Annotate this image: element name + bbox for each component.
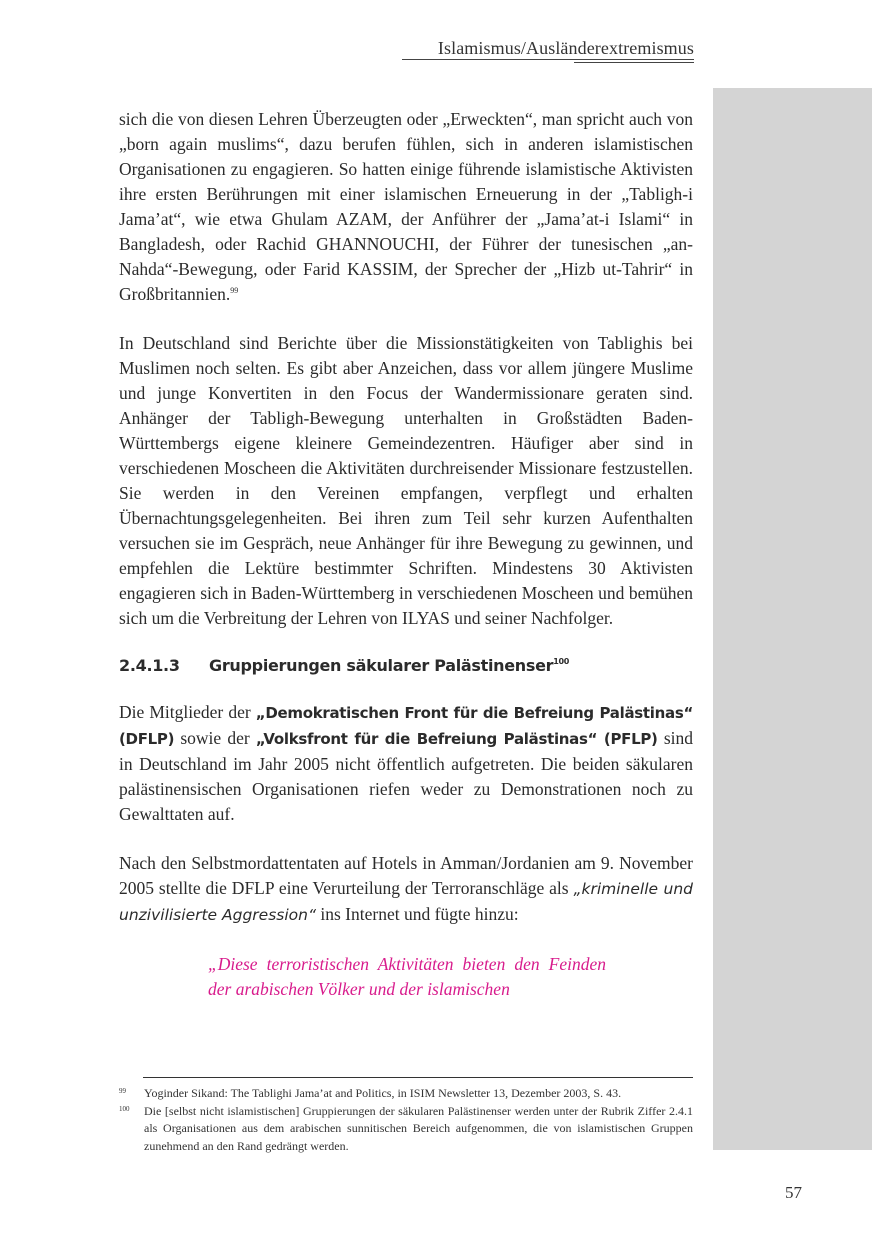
page-number: 57 xyxy=(785,1183,802,1202)
section-number: 2.4.1.3 xyxy=(119,656,180,675)
section-heading xyxy=(119,653,693,678)
header-rule xyxy=(402,59,694,60)
footnote-mark: 100 xyxy=(119,1104,130,1113)
quoted-phrase: „kriminelle und unzivilisierte Aggression“ xyxy=(119,880,693,924)
running-header: Islamismus/Ausländerextremismus xyxy=(437,38,694,58)
paragraph-1: sich die von diesen Lehren Überzeugten oder „Erweckten“, man spricht auch von „born again muslims“, dazu berufen fühlen, sich in anderen islamistischen Organisationen zu engagieren. So hatten einige führende islamistische Aktivisten ihre ersten Berührungen mit einer islamischen Erneuerung in der „Tabligh-i Jama’at“, wie etwa Ghulam AZAM, der Anführer der „Jama’at-i Islami“ in Bangladesh, oder Rachid GHANNOUCHI, der Führer der tunesischen „an-Nahda“-Bewegung, oder Farid KASSIM, der Sprecher der „Hizb ut-Tahrir“ in Großbritannien.$^{99}$ xyxy=(119,109,693,304)
footnotes xyxy=(119,1085,693,1155)
footnote-99: 99 Yoginder Sikand: The Tablighi Jama’at and Politics, in ISIM Newsletter 13, Dezember 2003, S. 43. xyxy=(119,1085,693,1103)
paragraph-2: In Deutschland sind Berichte über die Missionstätigkeiten von Tablighis bei Muslimen noch selten. Es gibt aber Anzeichen, dass vor allem jüngere Muslime und junge Konvertiten in den Focus der Wandermissionare geraten sind. Anhänger der Tabligh-Bewegung unterhalten in Großstädten Baden-Württembergs eigene kleinere Gemeindezentren. Häufiger aber sind in verschiedenen Moscheen die Aktivitäten durchreisender Missionare festzustellen. Sie werden in den Vereinen empfangen, verpflegt und erhalten Übernachtungsgelegenheiten. Bei ihren zum Teil sehr kurzen Aufenthalten versuchen sie im Gespräch, neue Anhänger für ihre Bewegung zu gewinnen, und empfehlen die Lektüre bestimmter Schriften. Mindestens 30 Aktivisten engagieren sich in Baden-Württemberg in verschiedenen Moscheen und bemühen sich um die Verbreitung der Lehren von ILYAS und seiner Nachfolger. xyxy=(119,333,693,628)
footnote-ref-100[interactable]: 100 xyxy=(553,657,570,666)
header-rule-accent xyxy=(574,62,694,63)
paragraph-3: Die Mitglieder der „Demokratischen Front für die Befreiung Palästinas“ (DFLP) sowie der „Volksfront für die Befreiung Palästinas“ (PFLP) sind in Deutschland im Jahr 2005 nicht öffentlich aufgetreten. Die beiden säkularen palästinensischen Organisationen riefen weder zu Demonstrationen noch zu Gewalttaten auf. xyxy=(119,702,694,824)
section-title: Gruppierungen säkularer Palästinenser xyxy=(209,656,554,675)
block-quote: „Diese terroristischen Aktivitäten bieten den Feinden der arabischen Völker und der islamischen xyxy=(208,954,606,999)
paragraph-4: Nach den Selbstmordattentaten auf Hotels in Amman/Jordanien am 9. November 2005 stellte die DFLP eine Verurteilung der Terroranschläge als „kriminelle und unzivilisierte Aggression“ ins Internet und fügte hinzu: xyxy=(119,853,693,924)
pflp-name: „Volksfront für die Befreiung Palästinas“ (PFLP) xyxy=(255,730,658,748)
page-body xyxy=(119,107,693,1002)
footnote-rule xyxy=(143,1077,693,1078)
margin-sidebar xyxy=(713,88,872,1150)
footnote-100: 100 Die [selbst nicht islamistischen] Gruppierungen der säkularen Palästinenser werden unter der Rubrik Ziffer 2.4.1 als Organisationen aus dem arabischen sunnitischen Bereich aufgenommen, die von islamistischen Gruppen zunehmend an den Rand gedrängt werden. xyxy=(119,1103,693,1156)
dflp-name: „Demokratischen Front für die Befreiung Palästinas“ (DFLP) xyxy=(119,704,694,748)
footnote-mark: 99 xyxy=(119,1087,126,1095)
footnote-ref-99[interactable]: 99 xyxy=(230,286,239,295)
